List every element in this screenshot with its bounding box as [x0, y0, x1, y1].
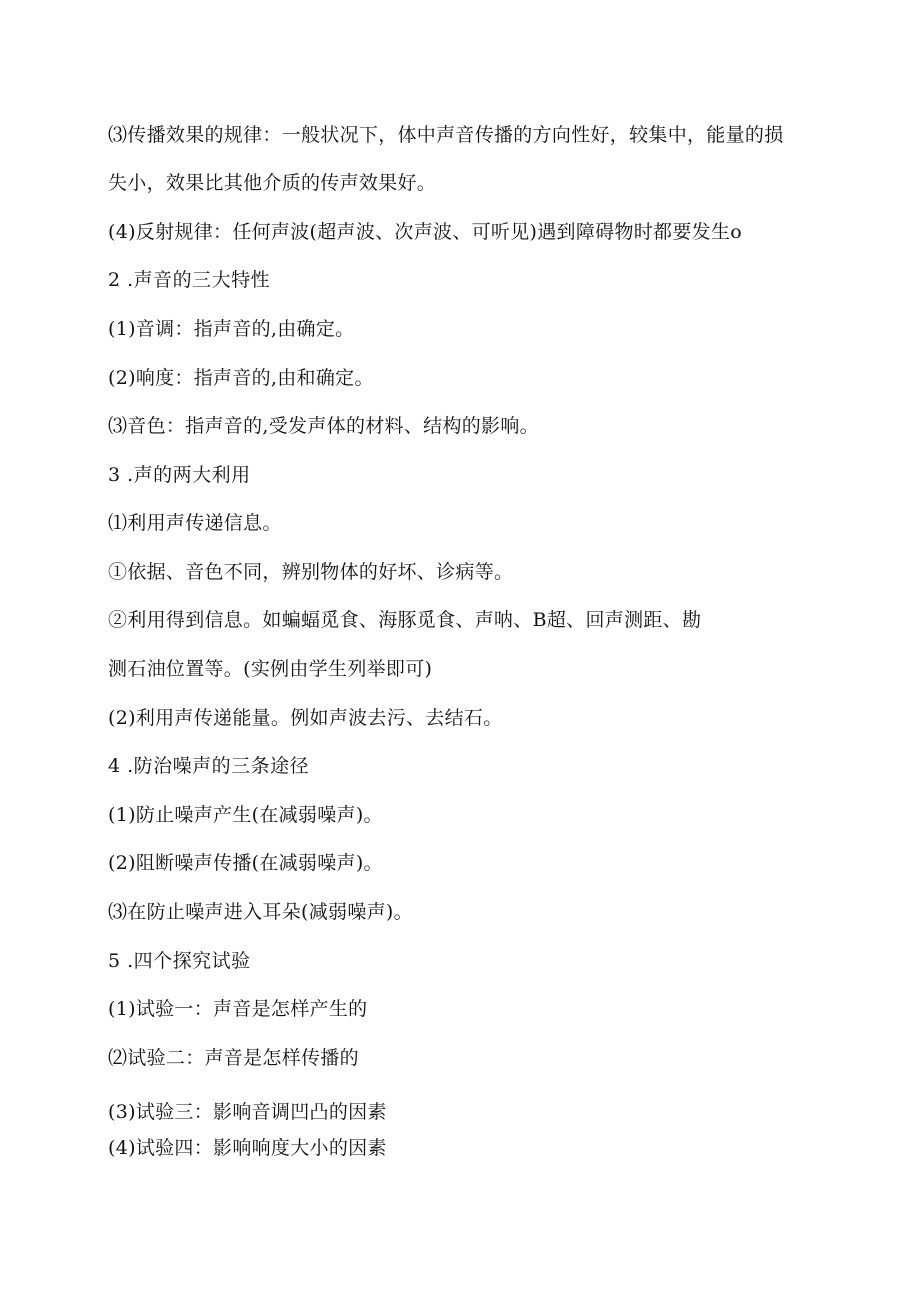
text-line-info-example-1: ①依据、音色不同，辨别物体的好坏、诊病等。 — [108, 561, 514, 583]
text-line-experiment-2: ⑵试验二：声音是怎样传播的 — [108, 1047, 359, 1069]
text-line-timbre: ⑶音色：指声音的,受发声体的材料、结构的影响。 — [108, 415, 539, 437]
section-heading-noise-control: 4 .防治噪声的三条途径 — [108, 755, 310, 777]
section-heading-sound-characteristics: 2 .声音的三大特性 — [108, 269, 271, 291]
text-line-transmit-info: ⑴利用声传递信息。 — [108, 512, 282, 534]
text-line-experiment-3: (3)试验三：影响音调凹凸的因素 — [108, 1101, 387, 1123]
text-line-propagation-effect: ⑶传播效果的规律：一般状况下，体中声音传播的方向性好，较集中，能量的损 — [108, 124, 784, 146]
text-line-transmit-energy: (2)利用声传递能量。例如声波去污、去结石。 — [108, 707, 503, 729]
text-line-noise-ear: ⑶在防止噪声进入耳朵(减弱噪声)。 — [108, 901, 413, 923]
text-line-noise-source: (1)防止噪声产生(在减弱噪声)。 — [108, 804, 383, 826]
text-line-propagation-effect-cont: 失小，效果比其他介质的传声效果好。 — [108, 172, 437, 194]
text-line-info-example-2: ②利用得到信息。如蝙蝠觅食、海豚觅食、声呐、B超、回声测距、勘 — [108, 609, 702, 631]
text-line-info-example-2-cont: 测石油位置等。(实例由学生列举即可) — [108, 658, 433, 680]
text-line-loudness: (2)响度：指声音的,由和确定。 — [108, 367, 374, 389]
text-line-reflection-law: (4)反射规律：任何声波(超声波、次声波、可听见)遇到障碍物时都要发生o — [108, 221, 742, 243]
text-line-experiment-1: (1)试验一：声音是怎样产生的 — [108, 998, 368, 1020]
section-heading-sound-uses: 3 .声的两大利用 — [108, 464, 251, 486]
section-heading-experiments: 5 .四个探究试验 — [108, 950, 251, 972]
text-line-noise-path: (2)阻断噪声传播(在减弱噪声)。 — [108, 852, 383, 874]
text-line-experiment-4: (4)试验四：影响响度大小的因素 — [108, 1137, 387, 1159]
text-line-pitch: (1)音调：指声音的,由确定。 — [108, 318, 355, 340]
